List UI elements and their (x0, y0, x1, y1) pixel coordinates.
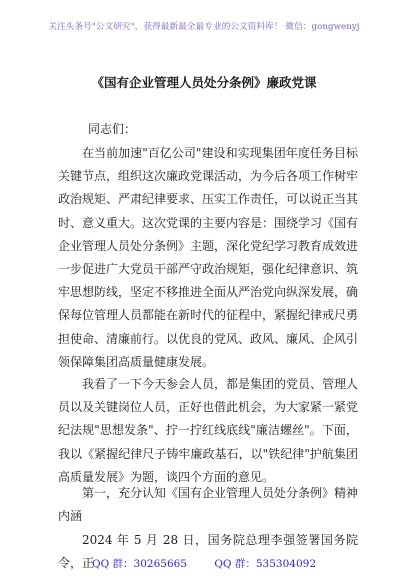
paragraph-3-heading: 第一，充分认知《国有企业管理人员处分条例》精神内涵 (58, 486, 359, 524)
salutation: 同志们： (88, 122, 137, 136)
footer-qq-groups (0, 556, 408, 571)
footer-qq-group-1: QQ 群：30265665 (91, 558, 187, 570)
paragraph-1: 在当前加速"百亿公司"建设和实现集团年度任务目标关键节点，组织这次廉政党课活动，为今后各项工作树牢政治规矩、严肃纪律要求、压实工作责任，可以说正当其时、意义重大。这次党课的主要内容是：围绕学习《国有企业管理人员处分条例》主题，深化党纪学习教育成效进一步促进广大党员干部严守政治规矩，强化纪律意识、筑牢思想防线，坚定不移推进全面从严治党向纵深发展，确保每位管理人员都能在新时代的征程中，紧握纪律戒尺勇担使命、清廉前行。以优良的党风、政风、廉风、企风引领保障集团高质量健康发展。 (58, 146, 359, 369)
paragraph-2: 我看了一下今天参会人员，都是集团的党员、管理人员以及关键岗位人员，正好也借此机会，为大家紧一紧党纪法规"思想发条"、拧一拧红线底线"廉洁螺丝"。下面，我以《紧握纪律尺子铸牢廉政基石，以"铁纪律"护航集团高质量发展》为题，谈四个方面的意见。 (58, 377, 359, 484)
paragraph-4: 2024 年 5 月 28 日，国务院总理李强签署国务院令，正 (58, 533, 358, 571)
document-title: 《国有企业管理人员处分条例》廉政党课 (91, 75, 317, 90)
header-promo-text: 关注头条号"公文研究"，获得最新最全最专业的公文资料库！ 微信：gongwenyj (48, 22, 360, 32)
footer-qq-group-2: QQ 群：535304092 (214, 558, 317, 570)
